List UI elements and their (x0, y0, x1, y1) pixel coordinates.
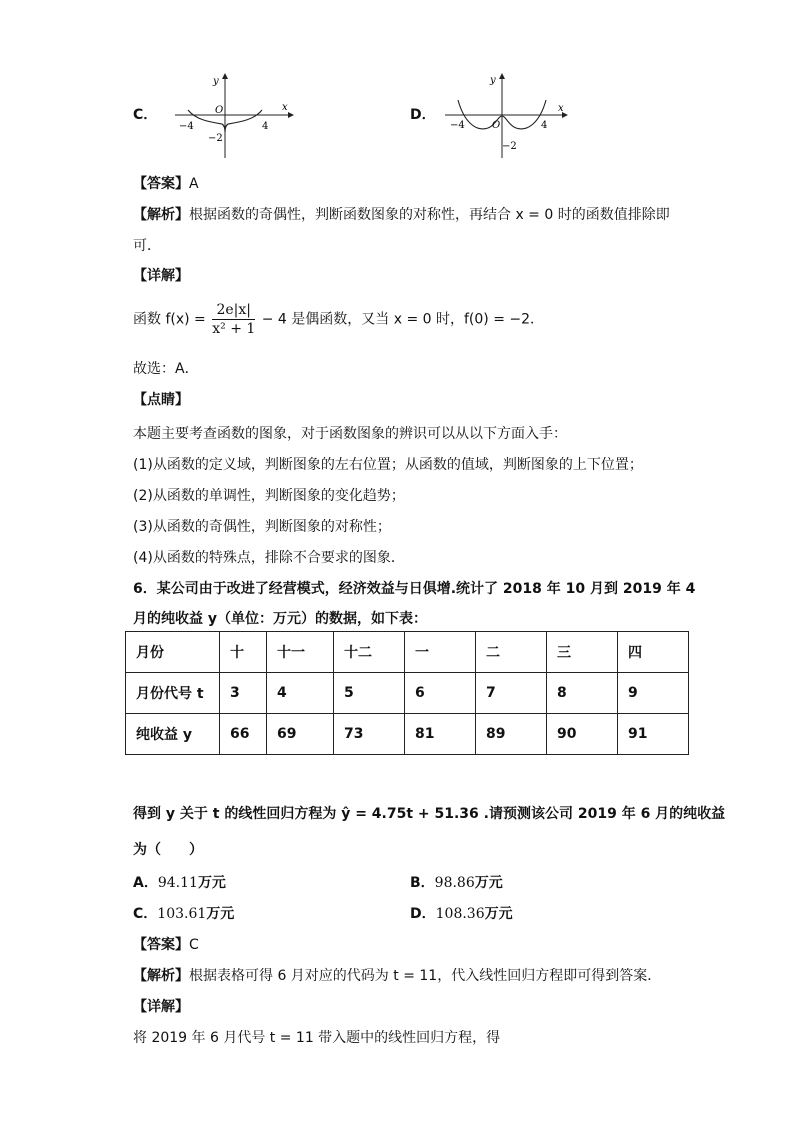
cell-month: 一 (405, 632, 476, 673)
graph-c-tick-neg: −4 (179, 121, 194, 132)
q5-frac-num: 2e|x| (212, 302, 255, 320)
q6-answer-tag: 【答案】 (133, 937, 189, 953)
cell-code: 9 (618, 673, 689, 714)
q5-comment-line-1: (1)从函数的定义域，判断图象的左右位置；从函数的值域，判断图象的上下位置； (133, 457, 643, 473)
graph-c-tick-pos: 4 (262, 121, 269, 132)
q5-comment-line-3: (3)从函数的奇偶性，判断图象的对称性； (133, 519, 391, 535)
q5-analysis-2: 可． (133, 238, 161, 254)
row-label-month: 月份 (126, 632, 220, 673)
graph-c-tick-low: −2 (208, 133, 223, 144)
q6-stem-1: 6．某公司由于改进了经营模式，经济效益与日俱增.统计了 2018 年 10 月到 2019 年 4 (133, 581, 696, 597)
q6-option-d: D．108.36万元 (410, 906, 513, 922)
option-c-label: C． (133, 107, 158, 123)
q5-analysis-1: 根据函数的奇偶性，判断函数图象的对称性，再结合 x = 0 时的函数值排除即 (189, 207, 670, 223)
q6-regression-2: 为（ ） (133, 842, 203, 858)
table-row (126, 673, 689, 714)
option-d-label: D． (410, 107, 436, 123)
q5-fraction (212, 302, 255, 337)
graph-d-x-label: x (558, 103, 564, 114)
q6-answer: C (189, 937, 199, 953)
cell-code: 3 (220, 673, 267, 714)
graph-d-tick-neg: −4 (450, 120, 465, 131)
cell-month: 四 (618, 632, 689, 673)
q5-choose: 故选：A． (133, 361, 199, 377)
q5-frac-den: x² + 1 (212, 321, 256, 337)
graph-d-tick-pos: 4 (541, 120, 548, 131)
q6-analysis: 根据表格可得 6 月对应的代码为 t = 11，代入线性回归方程即可得到答案． (189, 968, 662, 984)
q5-comment-line-4: (4)从函数的特殊点，排除不合要求的图象． (133, 550, 405, 566)
cell-month: 二 (476, 632, 547, 673)
cell-month: 十二 (334, 632, 405, 673)
table-row (126, 632, 689, 673)
cell-code: 4 (267, 673, 334, 714)
graph-c-y-label: y (213, 76, 219, 87)
cell-income: 90 (547, 714, 618, 755)
graph-c-x-label: x (282, 102, 288, 113)
q6-option-a: A．94.11万元 (133, 875, 226, 891)
graph-c-origin: O (215, 105, 224, 116)
q5-answer-line (133, 173, 199, 193)
graph-d (440, 70, 575, 162)
q6-option-c: C．103.61万元 (133, 906, 235, 922)
cell-income: 91 (618, 714, 689, 755)
cell-income: 69 (267, 714, 334, 755)
cell-month: 三 (547, 632, 618, 673)
graph-d-tick-low: −2 (502, 141, 517, 152)
cell-code: 8 (547, 673, 618, 714)
q6-analysis-tag: 【解析】 (133, 968, 189, 984)
graph-d-y-label: y (490, 75, 496, 86)
row-label-income: 纯收益 y (126, 714, 220, 755)
cell-code: 7 (476, 673, 547, 714)
q6-detail: 将 2019 年 6 月代号 t = 11 带入题中的线性回归方程，得 (133, 1030, 501, 1046)
q5-detail-suffix: − 4 是偶函数，又当 x = 0 时，f(0) = −2． (261, 311, 545, 328)
q5-analysis-tag: 【解析】 (133, 207, 189, 223)
q6-answer-line (133, 934, 199, 954)
cell-code: 5 (334, 673, 405, 714)
cell-income: 73 (334, 714, 405, 755)
q5-comment-tag: 【点睛】 (133, 392, 189, 408)
q5-answer-tag: 【答案】 (133, 176, 189, 192)
cell-income: 66 (220, 714, 267, 755)
q6-detail-tag: 【详解】 (133, 999, 189, 1015)
q6-regression-1: 得到 y 关于 t 的线性回归方程为 ŷ = 4.75t + 51.36 .请预测该公司 2019 年 6 月的纯收益 (133, 806, 726, 822)
cell-income: 89 (476, 714, 547, 755)
cell-month: 十 (220, 632, 267, 673)
q5-comment-line-0: 本题主要考查函数的图象，对于函数图象的辨识可以从以下方面入手： (133, 426, 567, 442)
row-label-code: 月份代号 t (126, 673, 220, 714)
cell-code: 6 (405, 673, 476, 714)
q5-comment-line-2: (2)从函数的单调性，判断图象的变化趋势； (133, 488, 405, 504)
q5-detail-tag: 【详解】 (133, 268, 189, 284)
q5-answer: A (189, 176, 199, 192)
q5-detail-formula (133, 302, 544, 337)
q6-data-table (125, 631, 689, 755)
table-row (126, 714, 689, 755)
q6-option-b: B．98.86万元 (410, 875, 503, 891)
q5-analysis-line (133, 204, 670, 224)
graph-d-origin: O (492, 120, 501, 131)
cell-income: 81 (405, 714, 476, 755)
q6-analysis-line (133, 965, 661, 985)
q6-stem-2: 月的纯收益 y（单位：万元）的数据，如下表： (133, 611, 427, 627)
q5-detail-prefix: 函数 f(x) = (133, 311, 206, 328)
cell-month: 十一 (267, 632, 334, 673)
graph-c (170, 70, 300, 162)
